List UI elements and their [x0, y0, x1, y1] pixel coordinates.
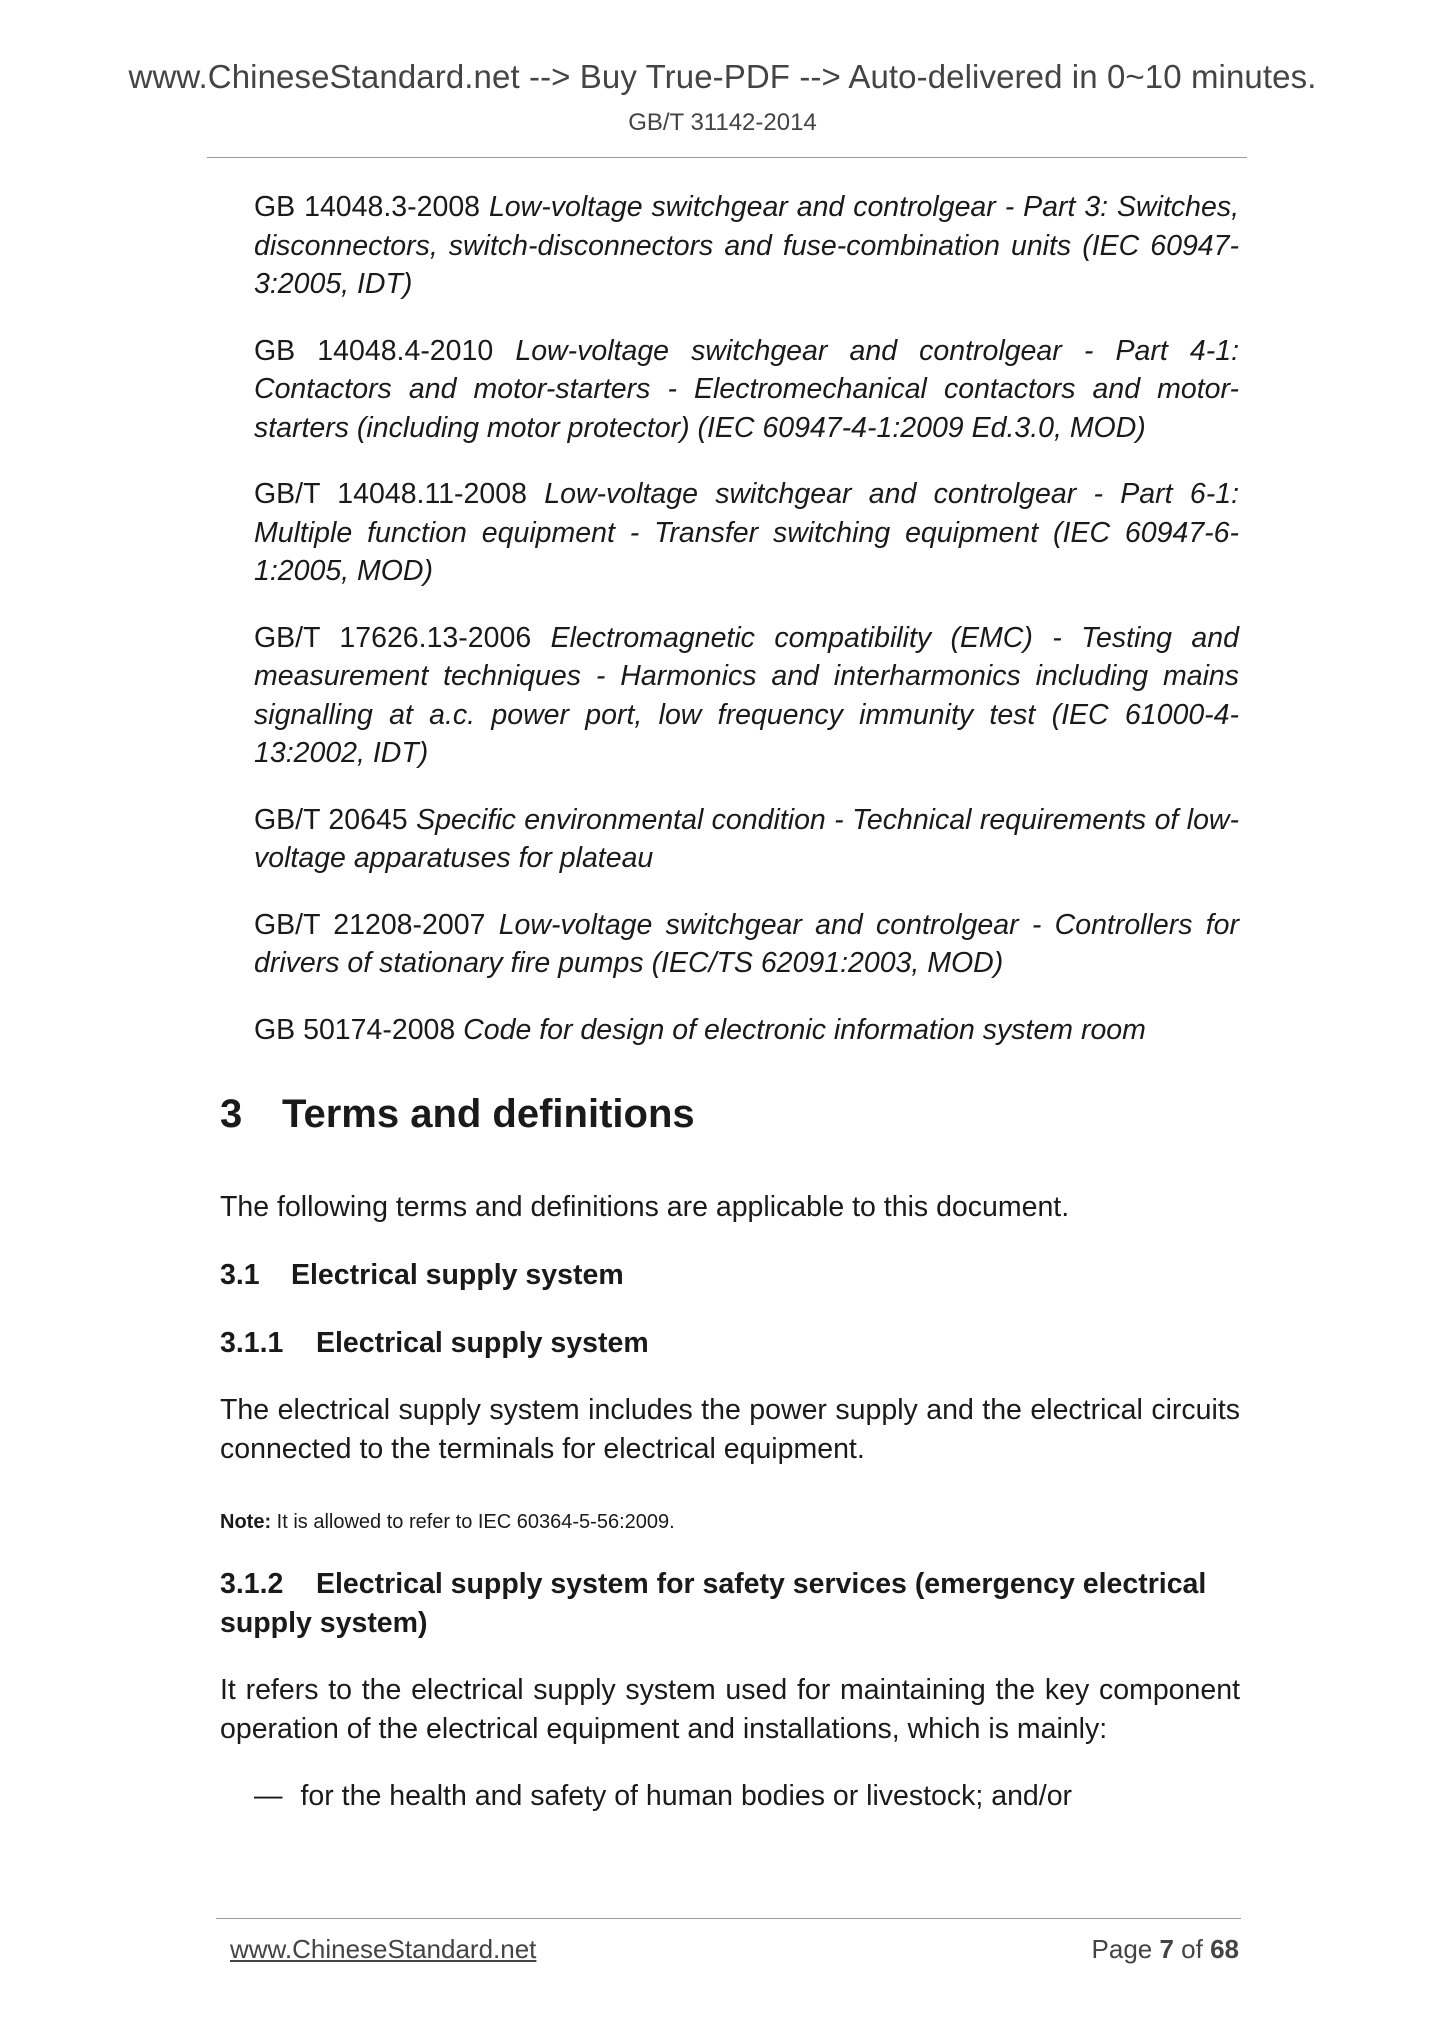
reference-item [254, 188, 1239, 304]
reference-item [254, 619, 1239, 773]
list-item-text: for the health and safety of human bodies or livestock; and/or [300, 1780, 1073, 1812]
page-of: of [1173, 1934, 1211, 1964]
reference-title: Code for design of electronic information system room [463, 1013, 1146, 1046]
subsection-number: 3.1.1 [220, 1327, 284, 1359]
footer-website-link[interactable]: www.ChineseStandard.net [230, 1934, 537, 1964]
reference-title: Low-voltage switchgear and controlgear - Part 4-1: Contactors and motor-starters - Electromechanical contactors and motor-starters (including motor protector) (IEC 60947-4-1:2009 Ed.3.0, MOD) [254, 334, 1239, 444]
page-number [1092, 1934, 1239, 1965]
total-pages: 68 [1210, 1934, 1239, 1964]
section-number: 3 [220, 1092, 243, 1136]
subsection-title: Electrical supply system [291, 1259, 624, 1291]
subsection-number: 3.1.2 [220, 1568, 284, 1600]
reference-code: GB 14048.3-2008 [254, 191, 489, 223]
note [220, 1503, 1240, 1542]
document-code: GB/T 31142-2014 [628, 109, 817, 136]
footer-divider [216, 1918, 1241, 1919]
normative-references-list [254, 188, 1239, 1077]
reference-title: Low-voltage switchgear and controlgear - Part 3: Switches, disconnectors, switch-disconnectors and fuse-combination units (IEC 60947-3:2005, IDT) [254, 191, 1239, 300]
header-banner: www.ChineseStandard.net --> Buy True-PDF --> Auto-delivered in 0~10 minutes. [128, 58, 1317, 95]
reference-title: Low-voltage switchgear and controlgear - Part 6-1: Multiple function equipment - Transfer switching equipment (IEC 60947-6-1:2005, MOD) [254, 478, 1239, 587]
definition-3-1-1: The electrical supply system includes the power supply and the electrical circuits connected to the terminals for electrical equipment. [220, 1394, 1240, 1465]
definition-3-1-2: It refers to the electrical supply system used for maintaining the key component operation of the electrical equipment and installations, which is mainly: [220, 1674, 1240, 1745]
subsection-3-1-1-heading [220, 1324, 1240, 1363]
reference-code: GB/T 20645 [254, 803, 417, 836]
reference-title: Low-voltage switchgear and controlgear - Controllers for drivers of stationary fire pumps (IEC/TS 62091:2003, MOD) [254, 908, 1239, 979]
list-item [254, 1777, 1072, 1816]
subsection-3-1-2-heading [220, 1565, 1240, 1642]
note-label: Note: [220, 1511, 272, 1533]
reference-code: GB 50174-2008 [254, 1013, 464, 1046]
reference-title: Electromagnetic compatibility (EMC) - Testing and measurement techniques - Harmonics and interharmonics including mains signalling at a.c. power port, low frequency immunity test (IEC 61000-4-13:2002, IDT) [254, 621, 1239, 769]
current-page: 7 [1159, 1934, 1174, 1964]
reference-item [254, 475, 1239, 591]
reference-code: GB/T 17626.13-2006 [254, 621, 551, 654]
reference-title: Specific environmental condition - Technical requirements of low-voltage apparatuses for plateau [254, 803, 1240, 874]
reference-item [254, 906, 1239, 983]
note-text: It is allowed to refer to IEC 60364-5-56:2009. [271, 1511, 675, 1533]
subsection-title: Electrical supply system for safety services (emergency electrical supply system) [220, 1568, 1207, 1639]
header-divider [207, 157, 1247, 158]
section-intro: The following terms and definitions are applicable to this document. [220, 1191, 1070, 1223]
reference-code: GB 14048.4-2010 [254, 334, 516, 367]
dash-bullet: — [254, 1780, 283, 1812]
subsection-3-1-heading [220, 1256, 1240, 1295]
reference-code: GB/T 21208-2007 [254, 908, 499, 941]
reference-item [254, 801, 1239, 878]
section-title: Terms and definitions [282, 1092, 695, 1136]
section-3-heading [220, 1092, 695, 1137]
page-label: Page [1091, 1934, 1160, 1964]
reference-code: GB/T 14048.11-2008 [254, 478, 545, 510]
reference-item [254, 332, 1239, 448]
reference-item [254, 1011, 1239, 1050]
subsection-number: 3.1 [220, 1259, 260, 1291]
subsection-title: Electrical supply system [316, 1327, 649, 1359]
